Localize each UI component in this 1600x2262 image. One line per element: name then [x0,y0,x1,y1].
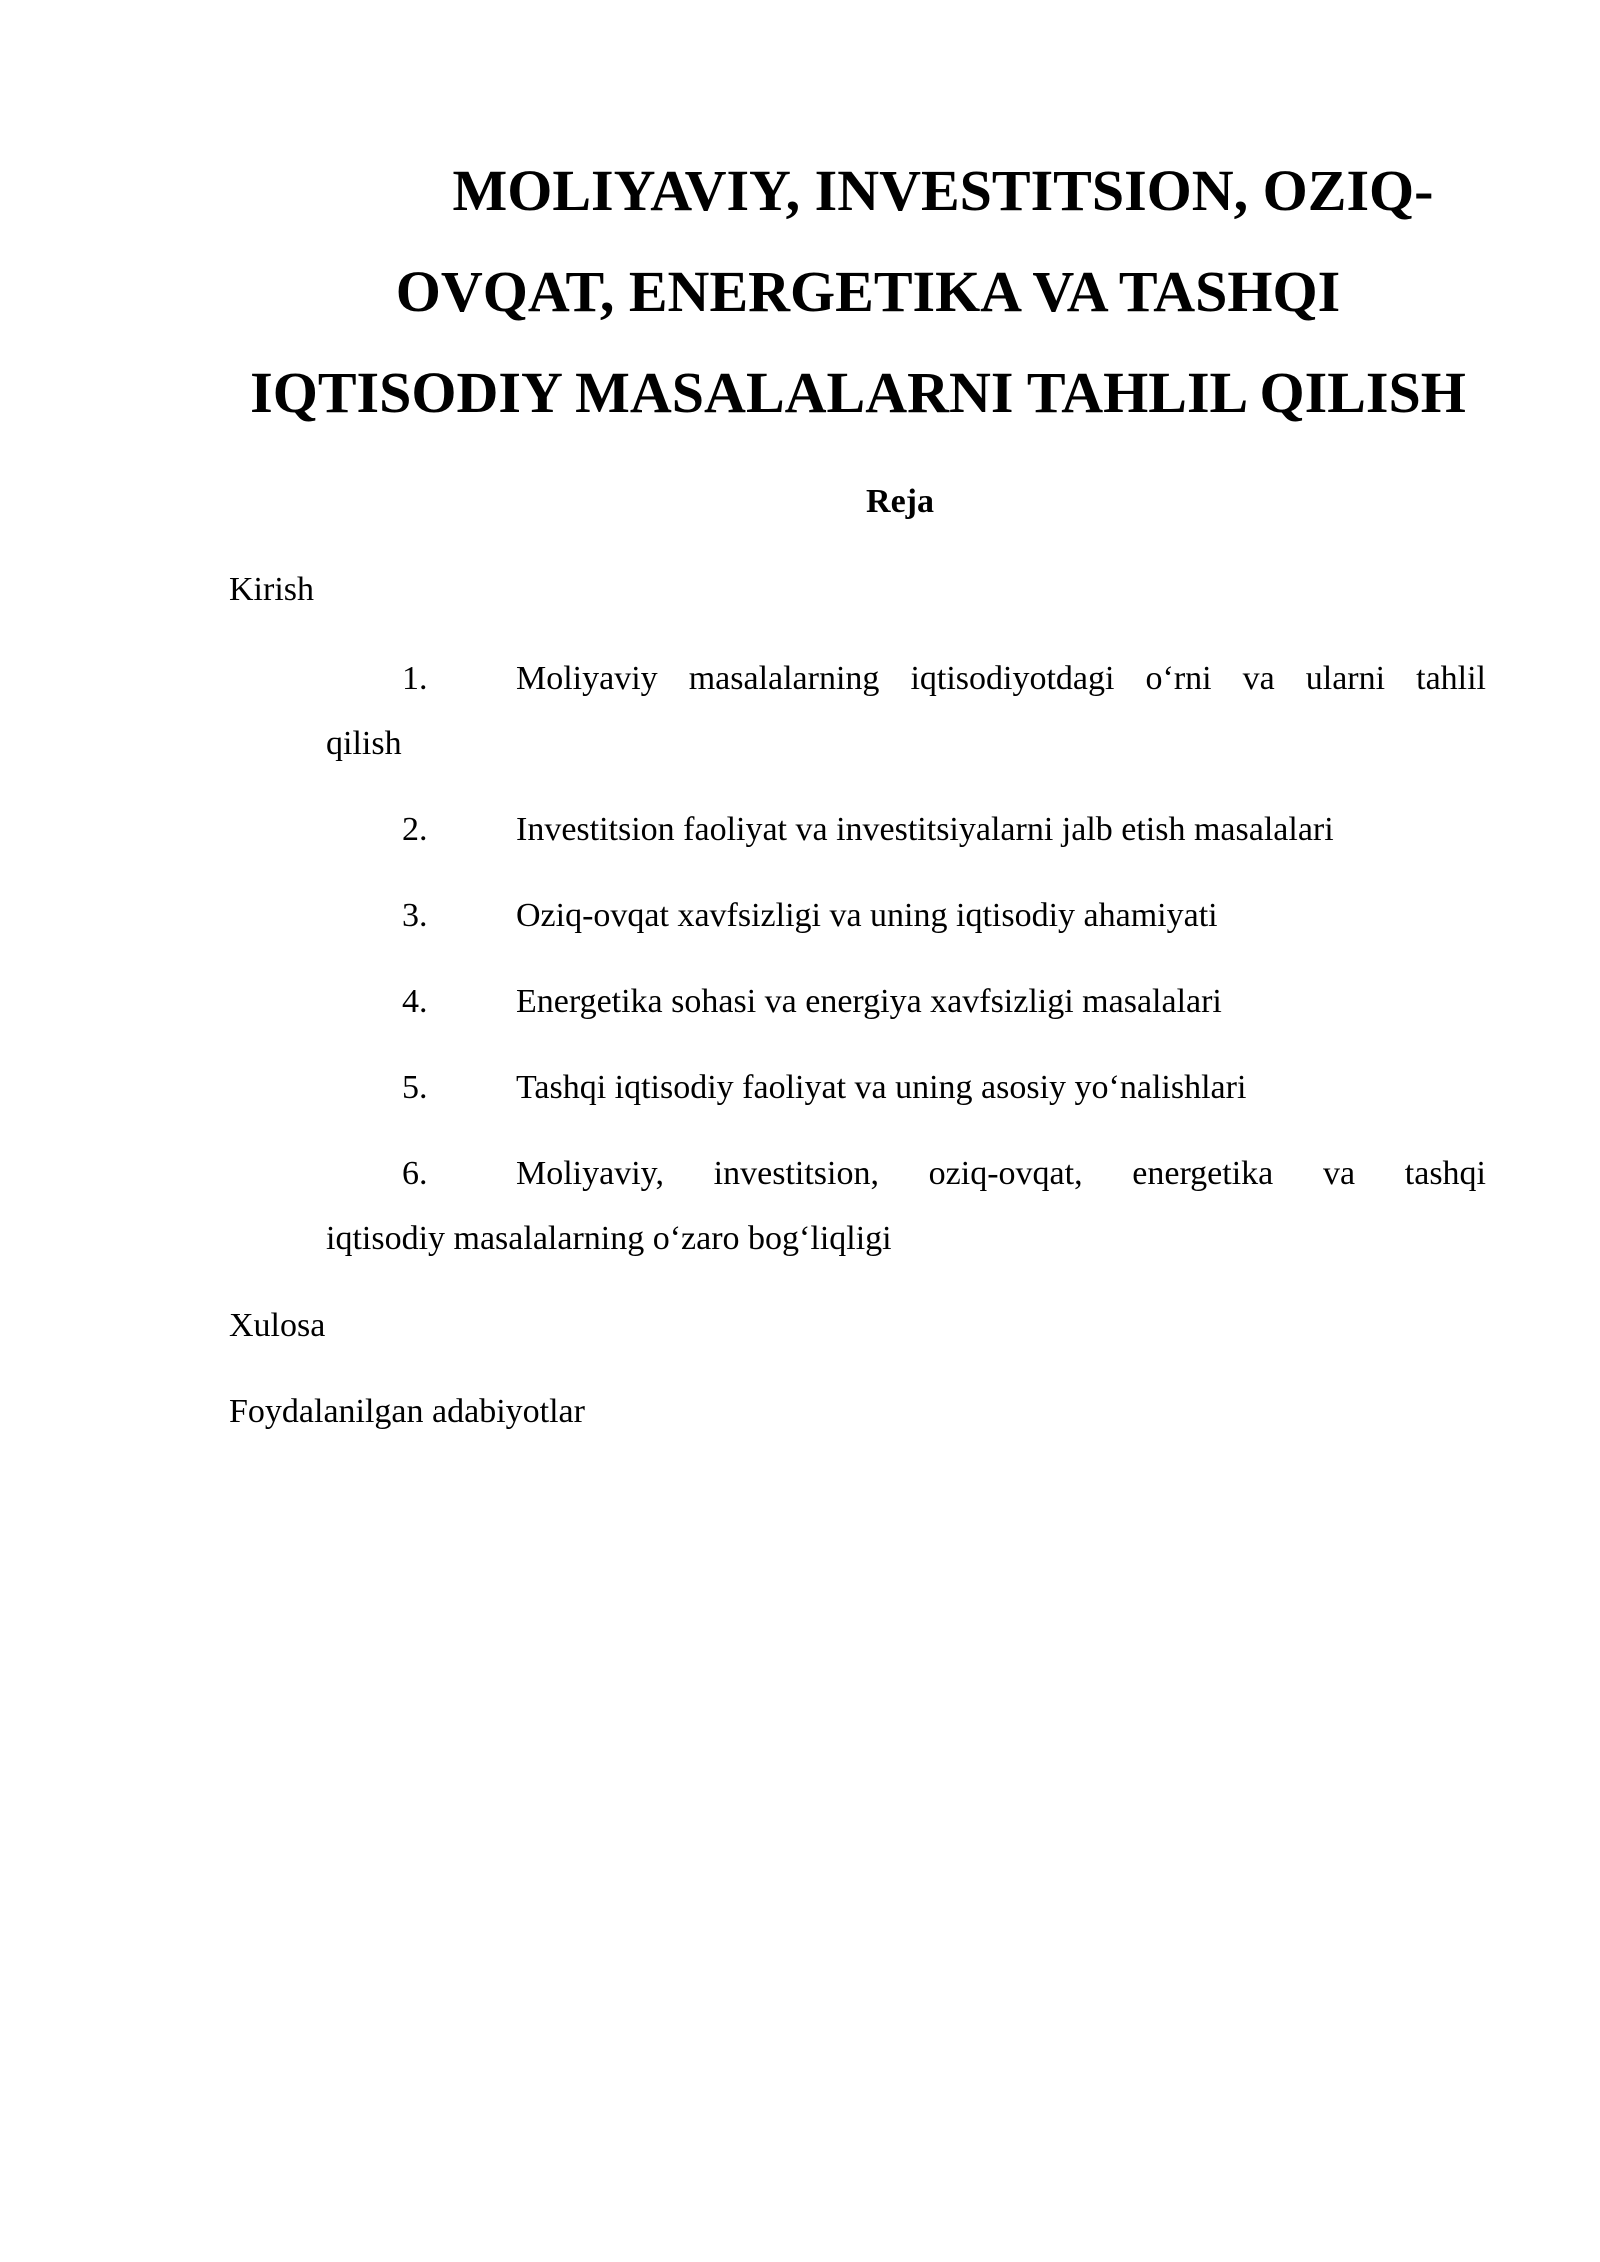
plan-item-6 [326,1141,1486,1271]
plan-item-number: 5. [402,1069,428,1106]
title-line-3: IQTISODIY MASALALARNI TAHLIL QILISH [250,360,1466,425]
plan-item-4 [326,969,1486,1034]
plan-item-continuation: qilish [326,725,402,762]
plan-item-text: Investitsion faoliyat va investitsiyalarni jalb etish masalalari [516,811,1334,848]
plan-item-text: Energetika sohasi va energiya xavfsizligi masalalari [516,983,1222,1020]
plan-item-number: 4. [402,983,428,1020]
title-line-1: MOLIYAVIY, INVESTITSION, OZIQ- [452,158,1434,223]
plan-item-3 [326,883,1486,948]
title-line-2: OVQAT, ENERGETIKA VA TASHQI [395,259,1341,324]
plan-item-5 [326,1055,1486,1120]
references-label: Foydalanilgan adabiyotlar [229,1393,585,1430]
plan-item-number: 1. [402,660,428,697]
plan-item-text: Moliyaviy, investitsion, oziq-ovqat, energetika va tashqi [516,1155,1486,1192]
plan-item-text: Oziq-ovqat xavfsizligi va uning iqtisodiy ahamiyati [516,897,1218,934]
plan-item-2 [326,797,1486,862]
plan-item-number: 6. [402,1155,428,1192]
conclusion-label: Xulosa [229,1307,326,1344]
plan-item-text: Tashqi iqtisodiy faoliyat va uning asosiy yo‘nalishlari [516,1069,1247,1106]
plan-heading: Reja [866,483,934,520]
plan-item-text: Moliyaviy masalalarning iqtisodiyotdagi o‘rni va ularni tahlil [516,660,1486,697]
plan-item-number: 2. [402,811,428,848]
plan-item-number: 3. [402,897,428,934]
plan-item-1 [326,646,1486,776]
plan-item-continuation: iqtisodiy masalalarning o‘zaro bog‘liqligi [326,1220,892,1257]
intro-label: Kirish [229,571,314,608]
document-title [228,140,1488,443]
